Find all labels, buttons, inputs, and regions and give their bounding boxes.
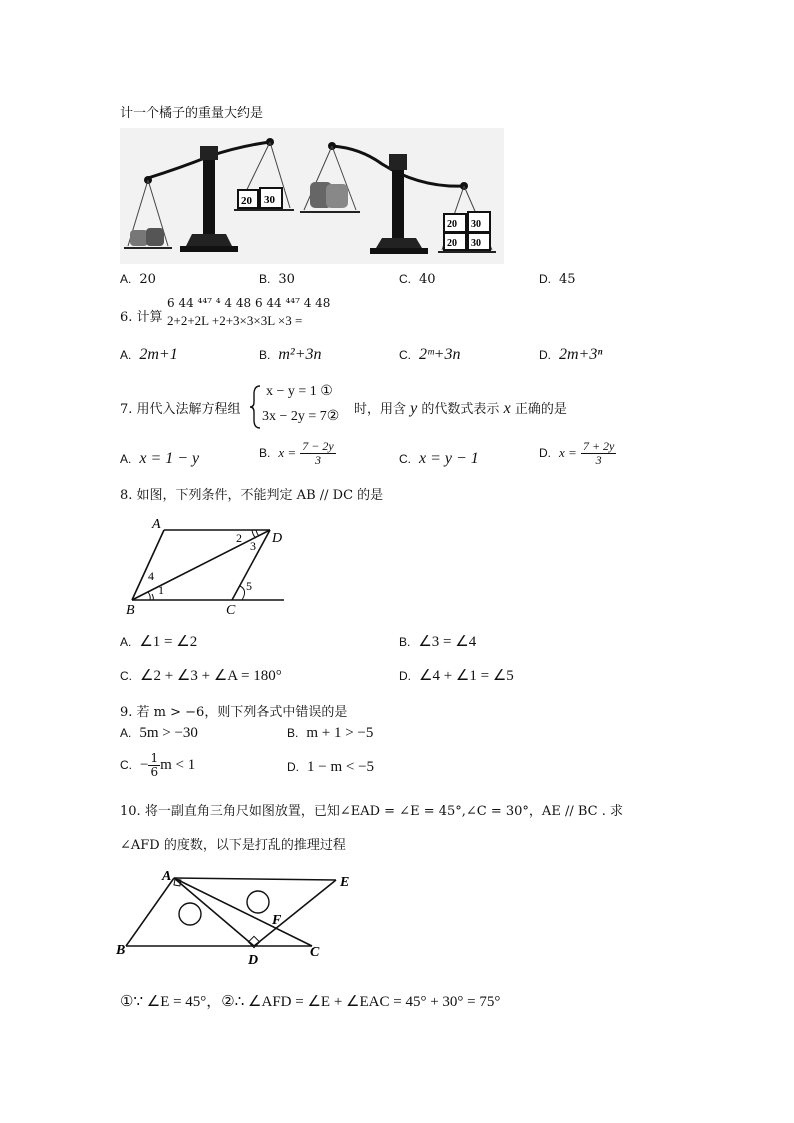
- q8-angle-5: 5: [246, 579, 252, 593]
- q7-option-b[interactable]: B. x = $\frac{7 - 2y}{3}$: [259, 439, 334, 467]
- q9-option-c[interactable]: C. − $\frac{1}{6}$ m < 1: [120, 751, 196, 779]
- q8-angle-1: 1: [158, 583, 164, 597]
- q6-option-c[interactable]: C. 2ᵐ+3n: [399, 346, 461, 363]
- q9-option-d[interactable]: D. 1 − m < −5: [287, 759, 375, 775]
- q7-equation-1: x − y = 1 ①: [266, 384, 333, 399]
- q10-label-e: E: [340, 875, 350, 890]
- q7-stem-rest: 时，用含 y 的代数式表示 x 正确的是: [354, 400, 567, 417]
- left-weight-30: 30: [264, 194, 275, 206]
- q8-option-c[interactable]: C. ∠2 + ∠3 + ∠A = 180°: [120, 668, 282, 684]
- q5-option-a[interactable]: A. 20: [120, 272, 156, 287]
- q6-number-stem: 6. 计算: [120, 310, 163, 325]
- q5-option-c[interactable]: C. 40: [399, 272, 436, 287]
- right-weight-30-bottom: 30: [471, 238, 481, 249]
- q8-angle-4: 4: [148, 569, 154, 583]
- balance-scale-image: [120, 128, 504, 264]
- q7-system-brace: [250, 384, 262, 430]
- q6-expression: 2+2+2L +2+3×3×3L ×3 =: [167, 313, 303, 328]
- q7-equation-2: 3x − 2y = 7②: [262, 409, 340, 424]
- q8-option-a[interactable]: A. ∠1 = ∠2: [120, 634, 198, 650]
- q8-label-c: C: [226, 603, 236, 618]
- q8-label-a: A: [152, 517, 161, 532]
- q8-option-b[interactable]: B. ∠3 = ∠4: [399, 634, 477, 650]
- q8-angle-3: 3: [250, 539, 256, 553]
- right-weight-20-bottom: 20: [447, 238, 457, 249]
- q7-option-a[interactable]: A. x = 1 − y: [120, 450, 200, 467]
- right-weight-30-top: 30: [471, 219, 481, 230]
- right-weight-20-top: 20: [447, 219, 457, 230]
- q8-option-d[interactable]: D. ∠4 + ∠1 = ∠5: [399, 668, 514, 684]
- left-weight-20: 20: [241, 195, 252, 207]
- q10-label-a: A: [162, 869, 172, 884]
- q6-option-a[interactable]: A. 2m+1: [120, 346, 178, 363]
- q10-label-d: D: [248, 953, 259, 968]
- q6-option-b[interactable]: B. m²+3n: [259, 346, 322, 363]
- q8-parallelogram-figure: [120, 514, 290, 618]
- q8-stem: 8. 如图，下列条件，不能判定 AB // DC 的是: [120, 488, 384, 503]
- q7-stem-a: 7. 用代入法解方程组: [120, 402, 241, 417]
- q7-option-c[interactable]: C. x = y − 1: [399, 450, 479, 467]
- q9-stem: 9. 若 m > −6，则下列各式中错误的是: [120, 705, 348, 720]
- q6-option-d[interactable]: D. 2m+3ⁿ: [539, 346, 603, 363]
- q10-label-f: F: [272, 913, 282, 928]
- q5-stem-tail: 计一个橘子的重量大约是: [120, 106, 264, 121]
- q10-triangle-figure: [116, 866, 366, 970]
- q10-stem-line2: ∠AFD 的度数，以下是打乱的推理过程: [120, 838, 346, 853]
- q8-angle-2: 2: [236, 531, 242, 545]
- q8-label-b: B: [126, 603, 135, 618]
- q6-brace-line: 6 44 ⁴⁴⁷ ⁴ 4 48 6 44 ⁴⁴⁷ 4 48: [167, 296, 331, 310]
- q7-option-d[interactable]: D. x = $\frac{7 + 2y}{3}$: [539, 439, 615, 467]
- q10-stem-line1: 10. 将一副直角三角尺如图放置，已知∠EAD = ∠E = 45°,∠C = 30°，AE // BC . 求: [120, 804, 623, 819]
- q5-option-b[interactable]: B. 30: [259, 272, 295, 287]
- q8-label-d: D: [272, 531, 283, 546]
- q5-option-d[interactable]: D. 45: [539, 272, 576, 287]
- q10-label-b: B: [116, 943, 126, 958]
- q10-reasoning: ①∵ ∠E = 45°，②∴ ∠AFD = ∠E + ∠EAC = 45° + 30° = 75°: [120, 994, 501, 1010]
- q10-label-c: C: [310, 945, 320, 960]
- q9-option-a[interactable]: A. 5m > −30: [120, 725, 198, 741]
- q9-option-b[interactable]: B. m + 1 > −5: [287, 725, 374, 741]
